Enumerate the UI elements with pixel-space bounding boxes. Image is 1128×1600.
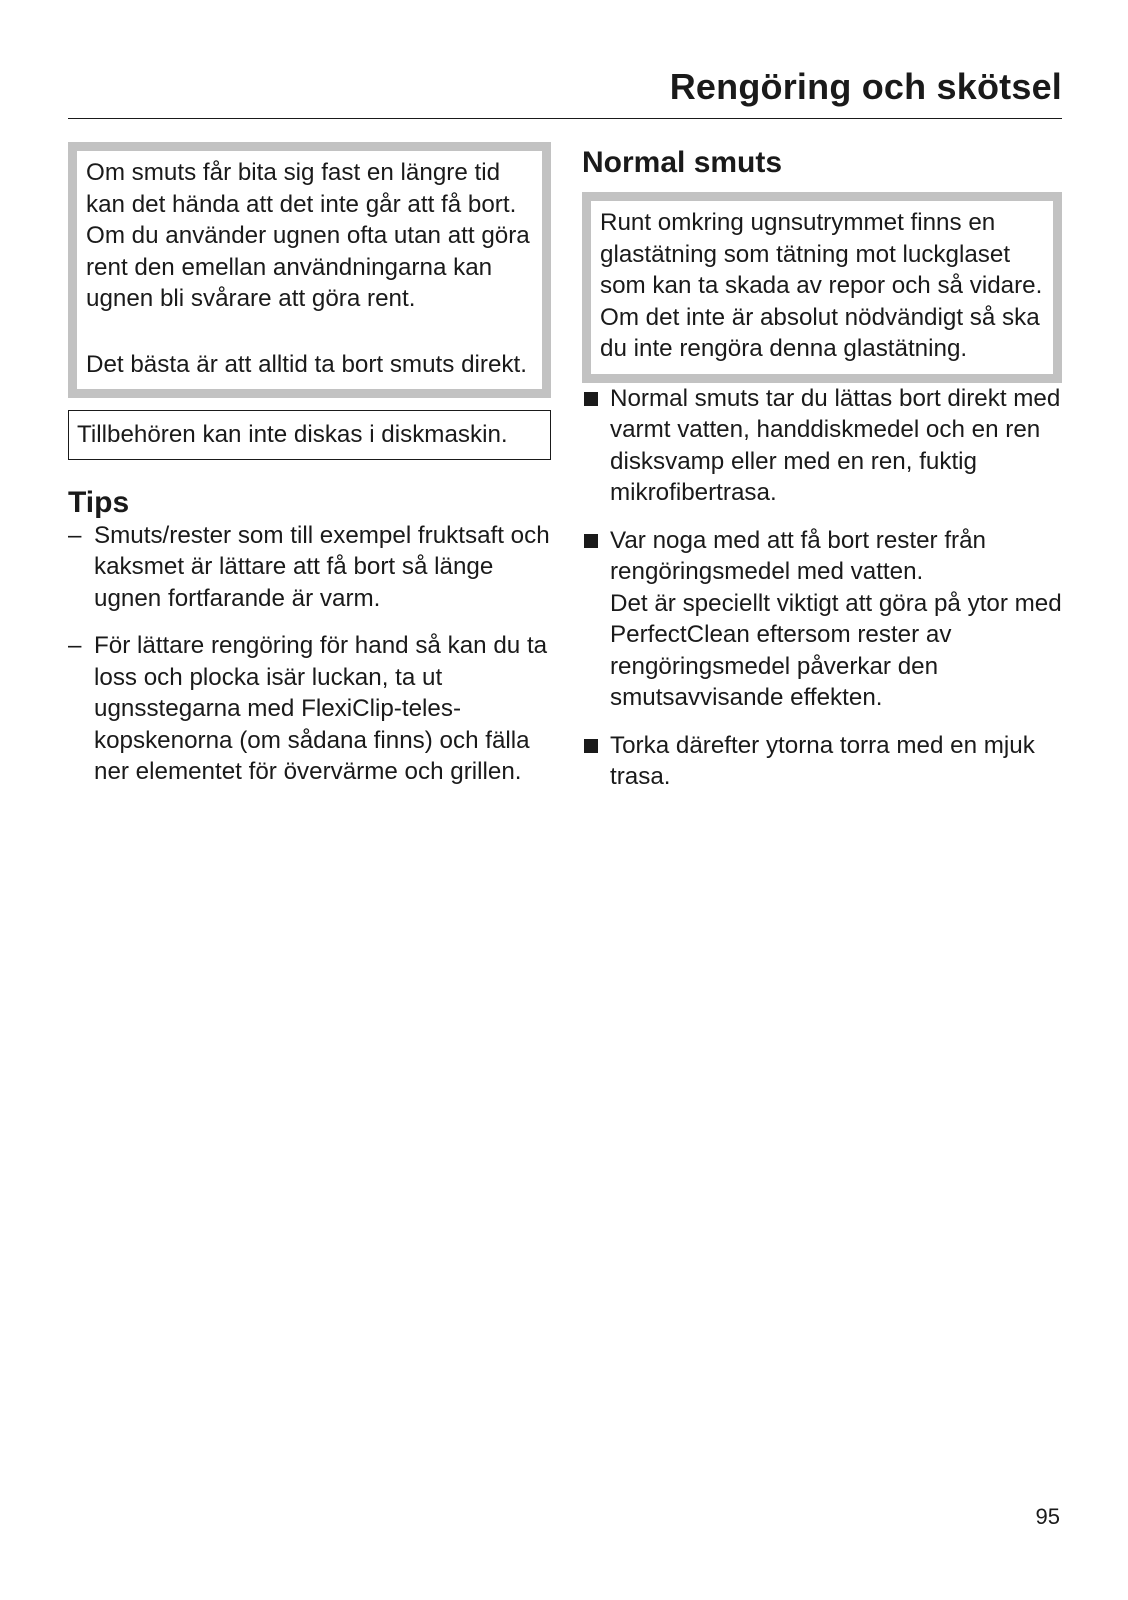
square-bullet-icon (584, 534, 598, 548)
list-item (68, 630, 551, 788)
list-item-text: Smuts/rester som till exempel fruktsaft och kaksmet är lättare att få bort så länge ugnen fortfarande är varm. (94, 521, 550, 612)
note-box (68, 410, 551, 460)
warning-paragraph: Det bästa är att alltid ta bort smuts direkt. (86, 350, 527, 378)
page-header (68, 62, 1062, 119)
page-number: 95 (1035, 1504, 1060, 1529)
square-bullet-icon (584, 392, 598, 406)
page-title: Rengöring och skötsel (669, 66, 1062, 107)
list-item-text: För lättare rengöring för hand så kan du ta loss och plocka isär luckan, ta ut ugnsstegarna med FlexiClip-teleskopskenorna (om sådana finns) och fälla ner elementet för övervärme och grillen. (94, 632, 548, 785)
warning-paragraph: Om det inte är absolut nödvändigt så ska du inte rengöra denna glastätning. (600, 303, 1040, 362)
list-item-text: Torka därefter ytorna torra med en mjuk trasa. (610, 731, 1035, 790)
warning-box (582, 192, 1062, 383)
tips-heading: Tips (68, 485, 130, 519)
dash-marker: – (68, 632, 82, 659)
note-text: Tillbehören kan inte diskas i diskmaskin. (77, 421, 508, 448)
list-item (68, 520, 551, 615)
warning-paragraph: Om smuts får bita sig fast en längre tid kan det hända att det inte går att få bort. Om du använder ugnen ofta utan att göra rent den emellan användningarna kan ugnen bli svårare att göra rent. (86, 159, 530, 312)
normal-smuts-heading: Normal smuts (582, 146, 783, 179)
steps-list (582, 383, 1062, 793)
list-item (582, 730, 1062, 793)
list-item-text: Det är speciellt viktigt att göra på ytor med PerfectClean eftersom rester av rengöringsmedel påverkar den smutsavvisande effekten. (610, 589, 1062, 711)
dash-marker: – (68, 521, 82, 549)
right-column (582, 142, 1062, 809)
list-item (582, 525, 1062, 714)
left-column (68, 142, 551, 804)
warning-box (68, 142, 551, 398)
square-bullet-icon (584, 739, 598, 753)
list-item-text: Normal smuts tar du lättas bort direkt med varmt vatten, handdiskmedel och en ren disksvamp eller med en ren, fuktig mikrofibertrasa. (610, 384, 1061, 506)
tips-list (68, 520, 551, 788)
list-item-text: Var noga med att få bort rester från rengöringsmedel med vatten. (610, 526, 986, 585)
warning-paragraph: Runt omkring ugnsutrymmet finns en glastätning som tätning mot luckglaset som kan ta skada av repor och så vidare. (600, 209, 1043, 299)
list-item (582, 383, 1062, 509)
